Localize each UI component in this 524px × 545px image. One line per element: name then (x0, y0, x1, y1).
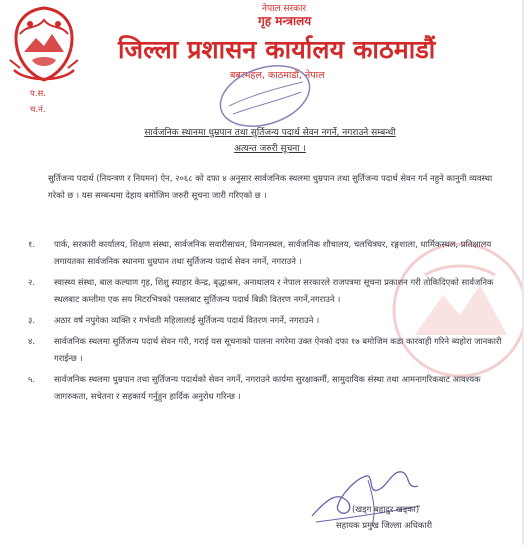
ministry-label: गृह मन्त्रालय (258, 14, 312, 28)
point-text: स्वास्थ्य संस्था, बाल कल्याण गृह, शिशु स्याहार केन्द्र, बृद्धाश्रम, अनाथालय र नेपाल सरकारले राजपत्रमा सूचना प्रकाशन गरी तोकिदिएको सार्वजनिक स्थलबाट कम्तीमा एक सय मिटरभित्रको पसलबाट सुर्तिजन्य पदार्थ बिक्री वितरण नगर्ने,नगराउने । (54, 277, 494, 304)
reference-cn-label: च.नं. (30, 105, 46, 115)
notice-points-list (28, 236, 504, 409)
notice-subtitle: अत्यन्त जरुरी सूचना । (234, 144, 306, 154)
nepal-emblem-icon (6, 4, 82, 84)
point-number: २. (28, 277, 36, 287)
point-number: १. (28, 239, 36, 249)
notice-point (28, 236, 504, 270)
office-address: बबरमहल, काठमाडौं, नेपाल (230, 70, 325, 81)
point-text: अठार वर्ष नपुगेका व्यक्ति र गर्भवती महिलालाई सुर्तिजन्य पदार्थ वितरण नगर्ने, नगराउने । (54, 315, 320, 325)
government-label: नेपाल सरकार (262, 4, 307, 14)
signatory-name: (खड्ग बहादुर खड्का) (352, 504, 420, 514)
notice-intro: सुर्तिजन्य पदार्थ (नियन्त्रण र नियमन) ऐन, २०६८ को दफा ४ अनुसार सार्वजनिक स्थलमा धुम्रपान तथा सुर्तिजन्य पदार्थ सेवन गर्न नहुने कानुनी व्यवस्था गरेको छ । यस सम्बन्धमा देहाय बमोजिम जरुरी सूचना जारी गरिएको छ । (48, 173, 493, 200)
point-number: ४. (28, 336, 36, 346)
notice-point (28, 333, 504, 367)
office-title: जिल्ला प्रशासन कार्यालय काठमाडौं (118, 35, 436, 64)
point-number: ३. (28, 315, 36, 325)
signatory-title: सहायक प्रमुख जिल्ला अधिकारी (336, 520, 433, 530)
office-seal-icon (215, 62, 315, 130)
point-text: सार्वजनिक स्थलमा सुर्तिजन्य पदार्थ सेवन गरी, गराई यस सूचनाको पालना नगरेमा उक्त ऐनको दफा १७ बमोजिम कडा कारवाही गरिने ब्यहोरा जानकारी गराईन्छ । (54, 336, 502, 363)
reference-ps-label: प.स. (30, 89, 46, 99)
point-text: सार्वजनिक स्थलमा धुम्रपान तथा सुर्तिजन्य पदार्थको सेवन नगर्ने, नगराउने कार्यमा सुरक्षाकर्मी, सामुदायिक संस्था तथा आमनागरिकबाट आवश्यक जागरुकता, सचेतना र सहकार्य गर्नुहुन हार्दिक अनुरोध गरिन्छ । (54, 374, 481, 401)
notice-point (28, 274, 504, 308)
point-number: ५. (28, 374, 36, 384)
notice-point (28, 371, 504, 405)
point-text: पार्क, सरकारी कार्यालय, शिक्षण संस्था, सार्वजनिक सवारीसाधन, विमानस्थल, सार्वजनिक शौचालय, चलचित्रघर, रङ्गशाला, धार्मिकस्थल, प्रतिक्षालय लगायतका सार्वजनिक स्थानमा धुम्रपान तथा सुर्तिजन्य पदार्थ सेवन नगर्ने, नगराउने । (54, 239, 492, 266)
notice-title: सार्वजनिक स्थानमा धुम्रपान तथा सुर्तिजन्य पदार्थ सेवन नगर्ने, नगराउने सम्बन्धी (144, 128, 396, 138)
notice-point (28, 312, 504, 329)
